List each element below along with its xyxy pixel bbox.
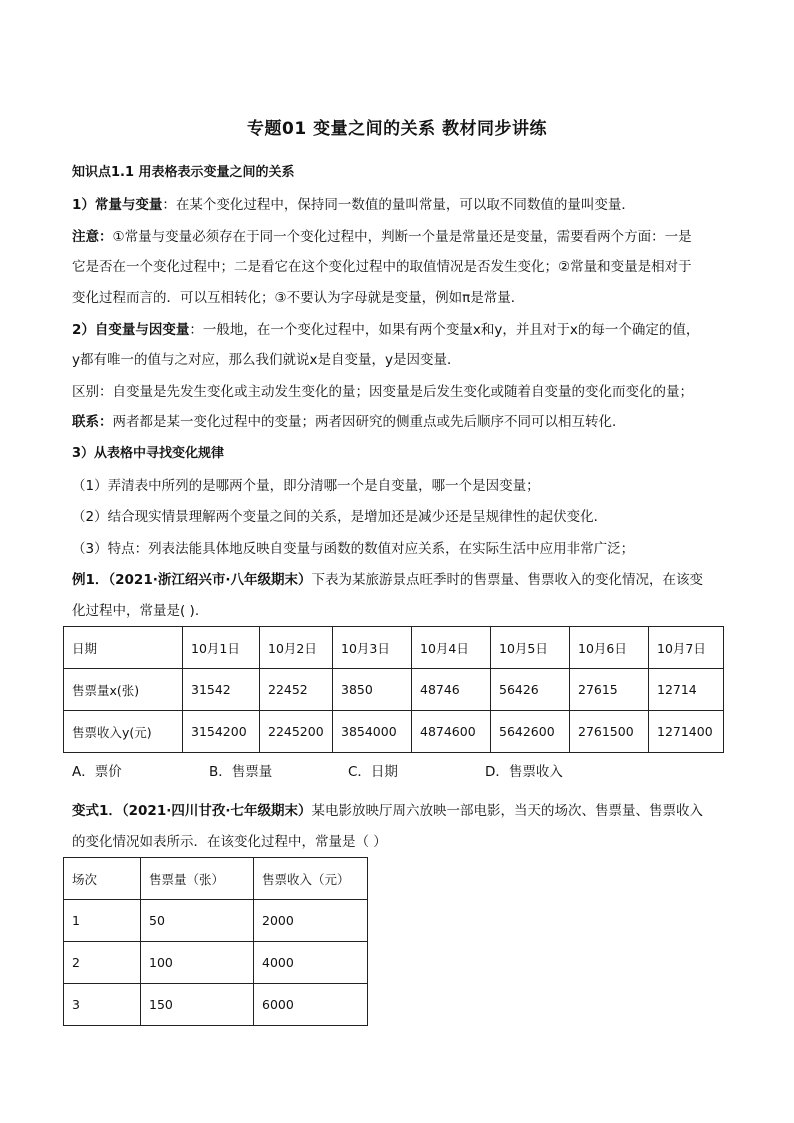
- table-cell: 售票量x(张): [64, 669, 183, 711]
- table-row: [64, 900, 368, 942]
- table-cell: 3850: [333, 669, 412, 711]
- constants-variables-label: 1）常量与变量: [72, 197, 163, 213]
- table-cell: 100: [141, 942, 254, 984]
- table-cell: 1: [64, 900, 141, 942]
- table-cell: 2000: [254, 900, 368, 942]
- variant1-line-1: [72, 802, 732, 820]
- example1-line-2: 化过程中，常量是( ).: [72, 603, 200, 619]
- example1-line-1: [72, 571, 732, 589]
- note-line-3: 变化过程而言的．可以互相转化；③不要认为字母就是变量，例如π是常量．: [72, 290, 525, 306]
- table-cell: 10月6日: [570, 627, 649, 669]
- constants-variables-text: ：在某个变化过程中，保持同一数值的量叫常量，可以取不同数值的量叫变量．: [162, 197, 635, 213]
- option-c: C．日期: [348, 764, 398, 780]
- table-cell: 4874600: [412, 711, 491, 753]
- table-cell: 10月4日: [412, 627, 491, 669]
- connection-label: 联系：: [72, 414, 113, 430]
- table-cell: 10月3日: [333, 627, 412, 669]
- option-a: A．票价: [72, 764, 122, 780]
- independent-dependent-text-1: ：一般地，在一个变化过程中，如果有两个变量x和y，并且对于x的每一个确定的值，: [189, 322, 700, 338]
- table-row: [64, 627, 724, 669]
- table-cell: 售票收入y(元): [64, 711, 183, 753]
- option-d: D．售票收入: [485, 764, 563, 780]
- difference-text: 自变量是先发生变化或主动发生变化的量；因变量是后发生变化或随着自变量的变化而变化的量；: [112, 384, 693, 400]
- option-b: B．售票量: [209, 764, 273, 780]
- table-cell: 2761500: [570, 711, 649, 753]
- table-row: [64, 984, 368, 1026]
- table-cell: 售票收入（元）: [254, 858, 368, 900]
- difference-line: [72, 383, 732, 401]
- table-cell: 10月1日: [183, 627, 260, 669]
- table-row: [64, 711, 724, 753]
- difference-label: 区别：: [72, 384, 113, 400]
- table-cell: 3854000: [333, 711, 412, 753]
- table-cell: 日期: [64, 627, 183, 669]
- variant1-table: [63, 857, 368, 1026]
- example1-text-1: 下表为某旅游景点旺季时的售票量、售票收入的变化情况，在该变: [311, 572, 703, 588]
- table-cell: 10月2日: [260, 627, 333, 669]
- table-row: [64, 942, 368, 984]
- note-line-2: 它是否在一个变化过程中；二是看它在这个变化过程中的取值情况是否发生变化；②常量和变量是相对于: [72, 259, 692, 275]
- independent-dependent-text-2: y都有唯一的值与之对应，那么我们就说x是自变量，y是因变量．: [72, 352, 461, 368]
- table-row: [64, 858, 368, 900]
- connection-line: [72, 413, 732, 431]
- note-text-1: ①常量与变量必须存在于同一个变化过程中，判断一个量是常量还是变量，需要看两个方面：一是: [112, 229, 692, 245]
- table-cell: 2: [64, 942, 141, 984]
- table-cell: 31542: [183, 669, 260, 711]
- table-cell: 10月5日: [491, 627, 570, 669]
- variant1-label: 变式1．（2021·四川甘孜·七年级期末）: [72, 803, 312, 819]
- table-cell: 2245200: [260, 711, 333, 753]
- list-item-2: （2）结合现实情景理解两个变量之间的关系，是增加还是减少还是呈规律性的起伏变化．: [72, 509, 608, 525]
- page-title: 专题01 变量之间的关系 教材同步讲练: [247, 119, 547, 139]
- table-cell: 3154200: [183, 711, 260, 753]
- example1-table: [63, 626, 724, 753]
- table-cell: 150: [141, 984, 254, 1026]
- note-label: 注意：: [72, 229, 113, 245]
- example1-label: 例1．（2021·浙江绍兴市·八年级期末）: [72, 572, 312, 588]
- table-cell: 4000: [254, 942, 368, 984]
- paragraph-independent-dependent: [72, 321, 732, 339]
- note-line-1: [72, 228, 732, 246]
- table-cell: 5642600: [491, 711, 570, 753]
- variant1-line-2: 的变化情况如表所示．在该变化过程中，常量是（ ）: [72, 834, 387, 850]
- table-cell: 48746: [412, 669, 491, 711]
- table-row: [64, 669, 724, 711]
- table-cell: 6000: [254, 984, 368, 1026]
- table-cell: 10月7日: [649, 627, 724, 669]
- list-item-3: （3）特点：列表法能具体地反映自变量与函数的数值对应关系，在实际生活中应用非常广泛；: [72, 541, 635, 557]
- connection-text: 两者都是某一变化过程中的变量；两者因研究的侧重点或先后顺序不同可以相互转化．: [112, 414, 626, 430]
- table-cell: 12714: [649, 669, 724, 711]
- list-item-1: （1）弄清表中所列的是哪两个量，即分清哪一个是自变量，哪一个是因变量；: [72, 478, 540, 494]
- paragraph-constants-variables: [72, 196, 732, 214]
- independent-dependent-label: 2）自变量与因变量: [72, 322, 190, 338]
- variant1-text-1: 某电影放映厅周六放映一部电影，当天的场次、售票量、售票收入: [311, 803, 703, 819]
- table-cell: 50: [141, 900, 254, 942]
- table-cell: 22452: [260, 669, 333, 711]
- table-cell: 3: [64, 984, 141, 1026]
- table-patterns-heading: 3）从表格中寻找变化规律: [72, 446, 225, 461]
- table-cell: 56426: [491, 669, 570, 711]
- table-cell: 场次: [64, 858, 141, 900]
- table-cell: 售票量（张）: [141, 858, 254, 900]
- table-cell: 27615: [570, 669, 649, 711]
- section-heading: 知识点1.1 用表格表示变量之间的关系: [72, 165, 295, 180]
- table-cell: 1271400: [649, 711, 724, 753]
